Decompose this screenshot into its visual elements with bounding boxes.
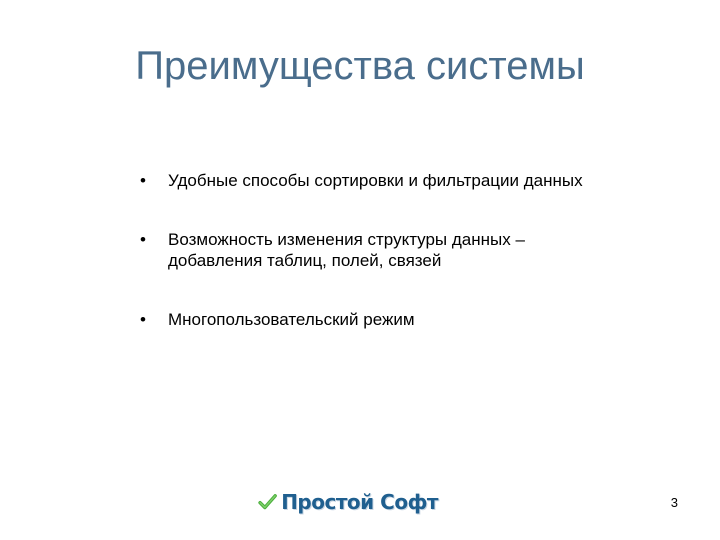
page-number: 3 [670, 495, 678, 510]
bullet-item-structure [140, 229, 620, 271]
bullet-text: Многопользовательский режим [168, 310, 415, 329]
bullet-marker: • [140, 310, 146, 329]
logo-text: Простой Софт [281, 490, 438, 514]
bullet-marker: • [140, 171, 146, 190]
bullet-text: Удобные способы сортировки и фильтрации данных [168, 171, 583, 190]
company-logo [258, 484, 438, 520]
bullet-item-multiuser [140, 309, 620, 330]
bullet-list [140, 170, 620, 368]
slide-title: Преимущества системы [135, 44, 585, 88]
bullet-marker: • [140, 230, 146, 249]
checkmark-icon [258, 488, 277, 516]
bullet-text: Возможность изменения структуры данных – добавления таблиц, полей, связей [168, 230, 525, 270]
bullet-item-sorting [140, 170, 620, 191]
